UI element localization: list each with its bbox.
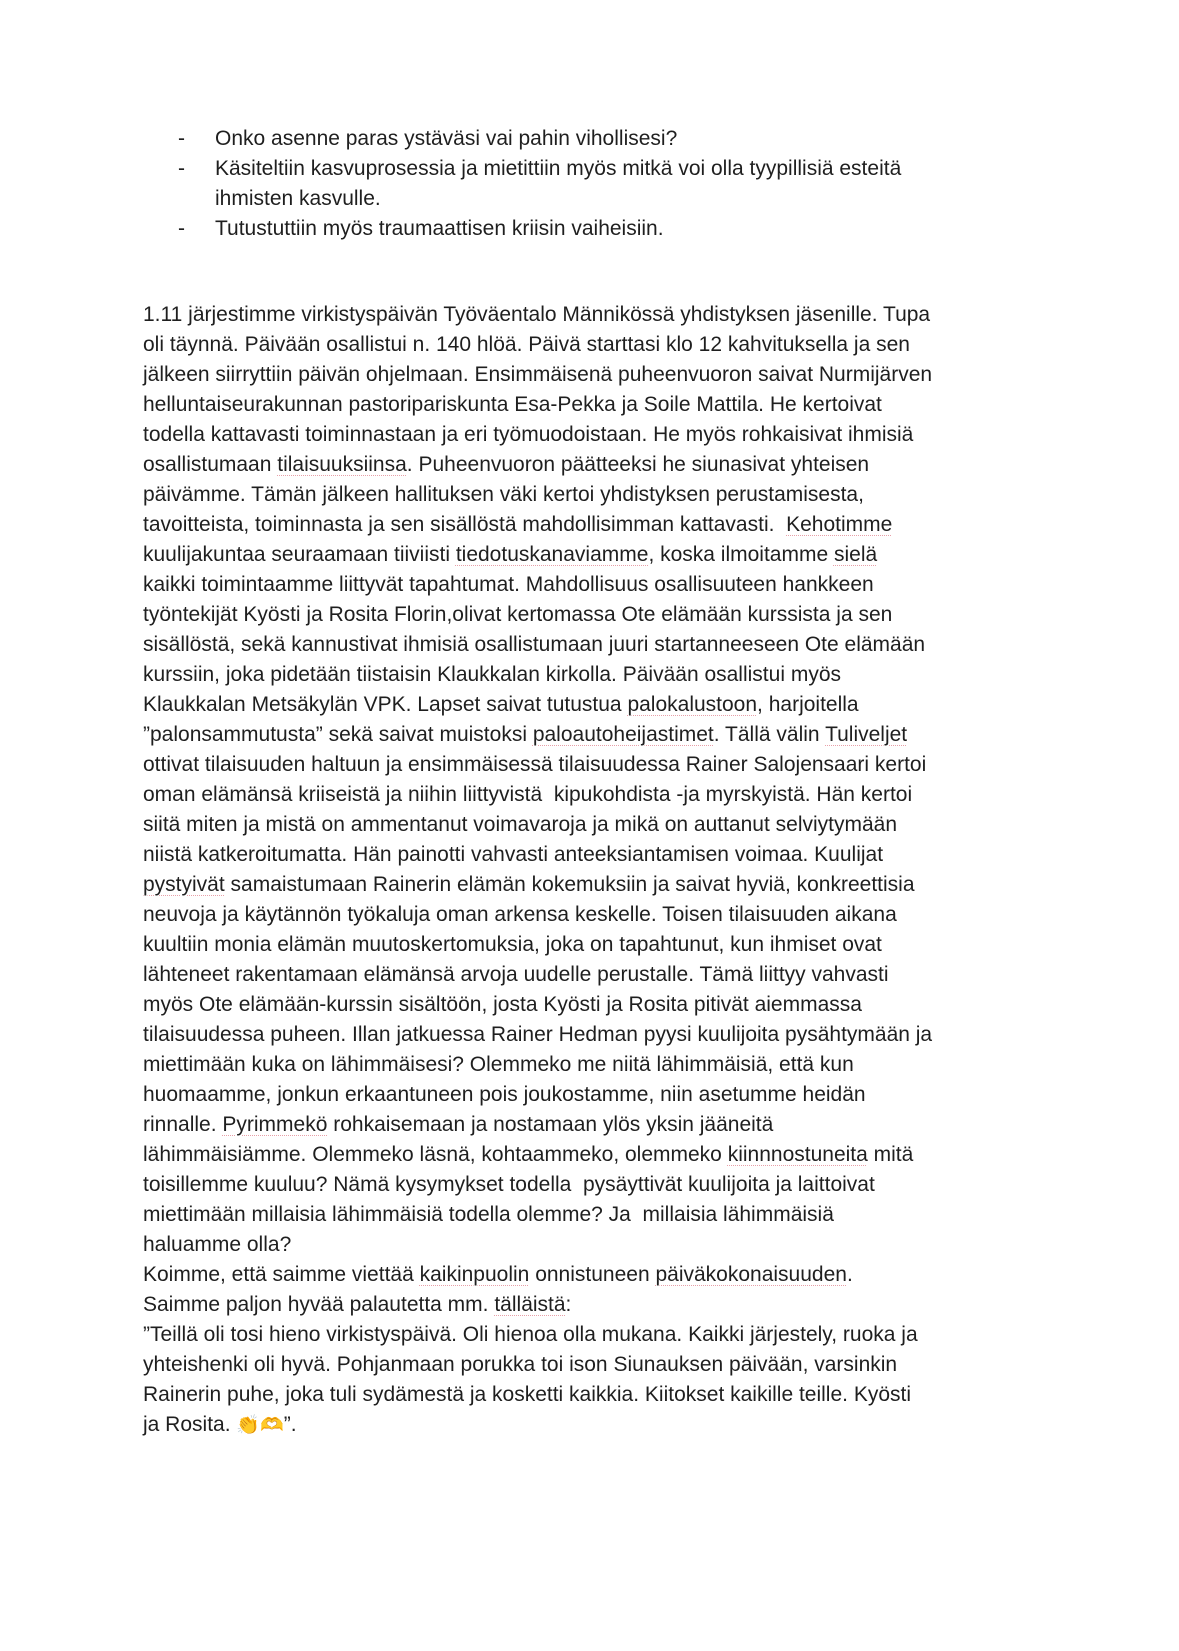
paragraph-line <box>143 660 1063 690</box>
text-segment: haluamme olla? <box>143 1233 292 1256</box>
text-segment: niistä katkeroitumatta. Hän painotti vahvasti anteeksiantamisen voimaa. Kuulijat <box>143 843 884 866</box>
paragraph-line <box>143 360 1063 390</box>
bullet-item <box>178 154 1058 214</box>
text-segment: jälkeen siirryttiin päivän ohjelmaan. Ensimmäisenä puheenvuoron saivat Nurmijärven <box>143 363 933 386</box>
misspelled-word: tiedotuskanaviamme <box>455 543 649 566</box>
text-segment: työntekijät Kyösti ja Rosita Florin,olivat kertomassa Ote elämään kurssista ja sen <box>143 603 893 626</box>
bullet-dash-icon: - <box>178 157 185 180</box>
text-segment: onnistuneen <box>529 1263 656 1286</box>
paragraph-line <box>143 330 1063 360</box>
paragraph-line <box>143 630 1063 660</box>
paragraph-line <box>143 1230 1063 1260</box>
paragraph-line <box>143 600 1063 630</box>
misspelled-word: palokalustoon <box>627 693 758 716</box>
report-paragraph <box>143 300 1063 1440</box>
text-segment: . Puheenvuoron päätteeksi he siunasivat yhteisen <box>406 453 870 476</box>
bullet-text-line: ihmisten kasvulle. <box>215 187 381 210</box>
text-segment: rinnalle. <box>143 1113 223 1136</box>
paragraph-line <box>143 510 1063 540</box>
paragraph-line <box>143 990 1063 1020</box>
misspelled-word: kaikinpuolin <box>419 1263 530 1286</box>
bullet-list <box>178 124 1058 244</box>
text-segment: tilaisuudessa puheen. Illan jatkuessa Rainer Hedman pyysi kuulijoita pysähtymään ja <box>143 1023 933 1046</box>
misspelled-word: pystyivät <box>143 873 225 896</box>
text-segment: samaistumaan Rainerin elämän kokemuksiin ja saivat hyviä, konkreettisia <box>224 873 915 896</box>
paragraph-line <box>143 900 1063 930</box>
clapping-hands-and-heart-hands-emoji: 👏🫶 <box>236 1415 284 1436</box>
text-segment: myös Ote elämään-kurssin sisältöön, josta Kyösti ja Rosita pitivät aiemmassa <box>143 993 862 1016</box>
bullet-dash-icon: - <box>178 127 185 150</box>
text-segment: Rainerin puhe, joka tuli sydämestä ja kosketti kaikkia. Kiitokset kaikille teille. Kyösti <box>143 1383 912 1406</box>
misspelled-word: sielä <box>833 543 878 566</box>
text-segment: Saimme paljon hyvää palautetta mm. <box>143 1293 495 1316</box>
text-segment: mitä <box>867 1143 914 1166</box>
text-segment: 1.11 järjestimme virkistyspäivän Työväentalo Männikössä yhdistyksen jäsenille. Tupa <box>143 303 931 326</box>
misspelled-word: paloautoheijastimet <box>532 723 714 746</box>
paragraph-line <box>143 1200 1063 1230</box>
paragraph-line <box>143 780 1063 810</box>
text-segment: oman elämänsä kriiseistä ja niihin liittyvistä kipukohdista -ja myrskyistä. Hän kertoi <box>143 783 913 806</box>
paragraph-line <box>143 420 1063 450</box>
text-segment: kuulijakuntaa seuraamaan tiiviisti <box>143 543 456 566</box>
text-segment: osallistumaan <box>143 453 278 476</box>
text-segment: yhteishenki oli hyvä. Pohjanmaan porukka toi ison Siunauksen päivään, varsinkin <box>143 1353 898 1376</box>
text-segment: päivämme. Tämän jälkeen hallituksen väki kertoi yhdistyksen perustamisesta, <box>143 483 864 506</box>
bullet-item <box>178 214 1058 244</box>
text-segment: lähteneet rakentamaan elämänsä arvoja uudelle perustalle. Tämä liittyy vahvasti <box>143 963 889 986</box>
text-segment: ”palonsammutusta” sekä saivat muistoksi <box>143 723 533 746</box>
text-segment: helluntaiseurakunnan pastoripariskunta Esa-Pekka ja Soile Mattila. He kertoivat <box>143 393 882 416</box>
paragraph-line <box>143 480 1063 510</box>
misspelled-word: kiinnnostuneita <box>727 1143 868 1166</box>
paragraph-line <box>143 1020 1063 1050</box>
paragraph-line <box>143 1050 1063 1080</box>
text-segment: kuultiin monia elämän muutoskertomuksia, joka on tapahtunut, kun ihmiset ovat <box>143 933 882 956</box>
paragraph-line <box>143 960 1063 990</box>
misspelled-word: Tuliveljet <box>825 723 908 746</box>
misspelled-word: tälläistä <box>494 1293 566 1316</box>
text-segment: lähimmäisiämme. Olemmeko läsnä, kohtaammeko, olemmeko <box>143 1143 728 1166</box>
misspelled-word: päiväkokonaisuuden <box>655 1263 847 1286</box>
text-segment: ”Teillä oli tosi hieno virkistyspäivä. Oli hienoa olla mukana. Kaikki järjestely, ruoka ja <box>143 1323 918 1346</box>
text-segment: , harjoitella <box>757 693 859 716</box>
text-segment: sisällöstä, sekä kannustivat ihmisiä osallistumaan juuri startanneeseen Ote elämään <box>143 633 926 656</box>
misspelled-word: tilaisuuksiinsa <box>277 453 407 476</box>
text-segment: neuvoja ja käytännön työkaluja oman arkensa keskelle. Toisen tilaisuuden aikana <box>143 903 897 926</box>
text-segment: ottivat tilaisuuden haltuun ja ensimmäisessä tilaisuudessa Rainer Salojensaari kertoi <box>143 753 927 776</box>
paragraph-line <box>143 450 1063 480</box>
paragraph-line <box>143 690 1063 720</box>
text-segment: todella kattavasti toiminnastaan ja eri työmuodoistaan. He myös rohkaisivat ihmisiä <box>143 423 914 446</box>
paragraph-line <box>143 810 1063 840</box>
text-segment: ”. <box>283 1413 297 1436</box>
bullet-item <box>178 124 1058 154</box>
paragraph-line <box>143 1350 1063 1380</box>
paragraph-line <box>143 1170 1063 1200</box>
text-segment: , koska ilmoitamme <box>648 543 834 566</box>
misspelled-word: Pyrimmekö <box>222 1113 328 1136</box>
text-segment: ja Rosita. <box>143 1413 237 1436</box>
paragraph-line <box>143 570 1063 600</box>
text-segment: Klaukkalan Metsäkylän VPK. Lapset saivat tutustua <box>143 693 628 716</box>
bullet-text-line: Tutustuttiin myös traumaattisen kriisin vaiheisiin. <box>215 217 664 240</box>
paragraph-line <box>143 1380 1063 1410</box>
text-segment: oli täynnä. Päivään osallistui n. 140 hlöä. Päivä starttasi klo 12 kahvituksella ja sen <box>143 333 910 356</box>
paragraph-line <box>143 1140 1063 1170</box>
paragraph-line <box>143 1290 1063 1320</box>
paragraph-line <box>143 390 1063 420</box>
bullet-text-line: Onko asenne paras ystäväsi vai pahin vihollisesi? <box>215 127 678 150</box>
text-segment: kurssiin, joka pidetään tiistaisin Klaukkalan kirkolla. Päivään osallistui myös <box>143 663 841 686</box>
paragraph-line <box>143 840 1063 870</box>
text-segment: miettimään kuka on lähimmäisesi? Olemmeko me niitä lähimmäisiä, että kun <box>143 1053 854 1076</box>
paragraph-line <box>143 540 1063 570</box>
bullet-dash-icon: - <box>178 217 185 240</box>
misspelled-word: Kehotimme <box>786 513 893 536</box>
bullet-text-line: Käsiteltiin kasvuprosessia ja mietittiin myös mitkä voi olla tyypillisiä esteitä <box>215 157 902 180</box>
paragraph-line <box>143 720 1063 750</box>
paragraph-line <box>143 1110 1063 1140</box>
text-segment: . <box>846 1263 853 1286</box>
text-segment: miettimään millaisia lähimmäisiä todella olemme? Ja millaisia lähimmäisiä <box>143 1203 834 1226</box>
paragraph-line <box>143 1320 1063 1350</box>
text-segment: rohkaisemaan ja nostamaan ylös yksin jääneitä <box>327 1113 774 1136</box>
paragraph-line <box>143 930 1063 960</box>
text-segment: tavoitteista, toiminnasta ja sen sisällöstä mahdollisimman kattavasti. <box>143 513 787 536</box>
paragraph-line <box>143 1410 1063 1440</box>
text-segment: : <box>565 1293 572 1316</box>
text-segment: huomaamme, jonkun erkaantuneen pois joukostamme, niin asetumme heidän <box>143 1083 866 1106</box>
text-segment: siitä miten ja mistä on ammentanut voimavaroja ja mikä on auttanut selviytymään <box>143 813 898 836</box>
paragraph-line <box>143 750 1063 780</box>
paragraph-line <box>143 1260 1063 1290</box>
paragraph-line <box>143 300 1063 330</box>
paragraph-line <box>143 870 1063 900</box>
text-segment: toisillemme kuuluu? Nämä kysymykset todella pysäyttivät kuulijoita ja laittoivat <box>143 1173 875 1196</box>
text-segment: kaikki toimintaamme liittyvät tapahtumat. Mahdollisuus osallisuuteen hankkeen <box>143 573 874 596</box>
text-segment: Koimme, että saimme viettää <box>143 1263 420 1286</box>
paragraph-line <box>143 1080 1063 1110</box>
text-segment: . Tällä välin <box>713 723 826 746</box>
